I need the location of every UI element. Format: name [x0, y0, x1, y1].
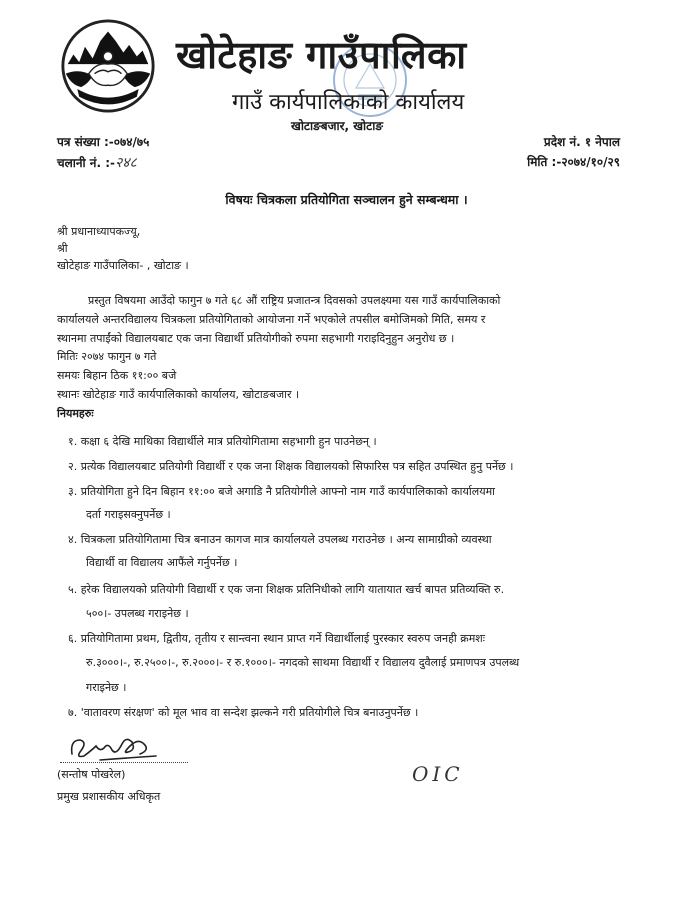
rule-4-line-2: विद्यार्थी वा विद्यालय आफैंले गर्नुपर्नेछ ।	[86, 556, 238, 569]
reference-number	[57, 133, 149, 150]
nepal-government-emblem-icon	[60, 18, 156, 114]
recipient-line-3: खोटेहाङ गाउँपालिका- , खोटाङ ।	[57, 259, 189, 272]
signatory-name: (सन्तोष पोखरेल)	[57, 768, 126, 781]
office-title: खोटेहाङ गाउँपालिका	[176, 33, 467, 77]
event-time-line: समयः बिहान ठिक ११:०० बजे	[57, 369, 177, 382]
date-label: मिति :-	[527, 155, 562, 169]
handwritten-note: OIC	[412, 762, 464, 786]
rule-4-line-1: ४. चित्रकला प्रतियोगितामा चित्र बनाउन कागज मात्र कार्यालयले उपलब्ध गराउनेछ । अन्य सामाग्रीको व्यवस्था	[68, 533, 492, 546]
signatory-designation: प्रमुख प्रशासकीय अधिकृत	[57, 790, 161, 803]
office-subtitle: गाउँ कार्यपालिकाको कार्यालय	[232, 90, 465, 115]
recipient-line-1: श्री प्रधानाध्यापकज्यू,	[57, 225, 141, 238]
letter-date	[527, 153, 620, 170]
event-date-line: मितिः २०७४ फागुन ७ गते	[57, 350, 157, 363]
recipient-line-2: श्री	[57, 242, 68, 255]
body-paragraph-line-2: कार्यालयले अन्तरविद्यालय चित्रकला प्रतियोगिताको आयोजना गर्ने भएकोले तपसील बमोजिमको मिति, समय र	[57, 313, 486, 326]
office-address: खोटाङबजार, खोटाङ	[291, 119, 383, 133]
reference-label: पत्र संख्या :-	[57, 135, 114, 149]
province-label: प्रदेश नं. १ नेपाल	[543, 135, 620, 149]
subject-line: विषयः चित्रकला प्रतियोगिता सञ्चालन हुने सम्बन्धमा ।	[225, 192, 468, 207]
rule-5-line-2: ५००।- उपलब्ध गराइनेछ ।	[86, 607, 189, 620]
dispatch-value: २४८	[115, 155, 137, 171]
dispatch-number	[57, 153, 137, 172]
rule-5-line-1: ५. हरेक विद्यालयको प्रतियोगी विद्यार्थी र एक जना शिक्षक प्रतिनिधीको लागि यातायात खर्च बापत प्रतिव्यक्ति रु.	[68, 583, 505, 596]
rule-3-line-1: ३. प्रतियोगिता हुने दिन बिहान ११:०० बजे अगाडि नै प्रतियोगीले आफ्नो नाम गाउँ कार्यपालिकाको कार्यालयमा	[68, 485, 496, 498]
rule-2: २. प्रत्येक विद्यालयबाट प्रतियोगी विद्यार्थी र एक जना शिक्षक विद्यालयको सिफारिस पत्र सहित उपस्थित हुनु पर्नेछ ।	[68, 460, 514, 473]
body-paragraph-line-3: स्थानमा तपाईंको विद्यालयबाट एक जना विद्यार्थी प्रतियोगीको रुपमा सहभागी गराइदिनुहुन अनुरोध छ ।	[57, 332, 455, 345]
body-paragraph-line-1: प्रस्तुत विषयमा आउँदो फागुन ७ गते ६८ औं राष्ट्रिय प्रजातन्त्र दिवसको उपलक्ष्यमा यस गाउँ कार्यपालिकाको	[88, 294, 501, 307]
rule-6-line-3: गराइनेछ ।	[86, 681, 127, 694]
signature-line	[60, 762, 188, 763]
event-venue-line: स्थानः खोटेहाङ गाउँ कार्यपालिकाको कार्यालय, खोटाङबजार ।	[57, 388, 300, 401]
rule-7: ७. 'वातावरण संरक्षण' को मूल भाव वा सन्देश झल्कने गरी प्रतियोगीले चित्र बनाउनुपर्नेछ ।	[68, 706, 419, 719]
rule-6-line-2: रु.३०००।-, रु.२५००।-, रु.२०००।- र रु.१०००।- नगदको साथमा विद्यार्थी र विद्यालय दुवैलाई प्रमाणपत्र उपलब्ध	[86, 656, 520, 669]
date-value: २०७४/१०/२९	[561, 155, 620, 169]
rule-1: १. कक्षा ६ देखि माथिका विद्यार्थीले मात्र प्रतियोगितामा सहभागी हुन पाउनेछन् ।	[68, 435, 377, 448]
rule-6-line-1: ६. प्रतियोगितामा प्रथम, द्वितीय, तृतीय र सान्त्वना स्थान प्राप्त गर्ने विद्यार्थीलाई पुरस्कार स्वरुप जनही क्रमशः	[68, 632, 485, 645]
dispatch-label: चलानी नं. :-	[57, 156, 115, 170]
reference-value: ०७४/७५	[113, 135, 150, 149]
rule-3-line-2: दर्ता गराइसक्नुपर्नेछ ।	[86, 508, 171, 521]
rules-heading: नियमहरुः	[57, 407, 94, 420]
